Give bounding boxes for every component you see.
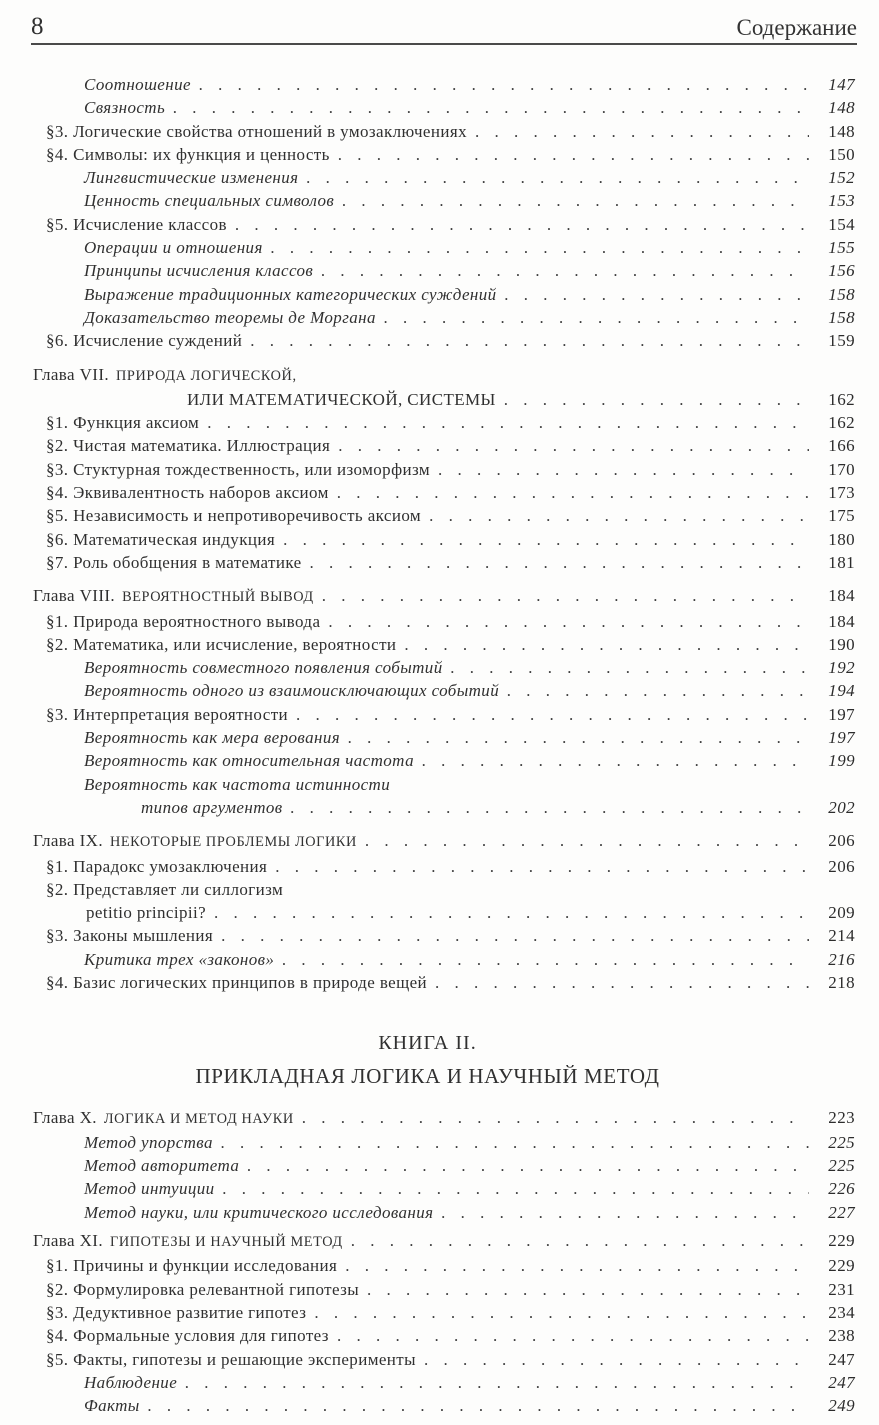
toc-entry-page-number: 194 bbox=[828, 681, 855, 701]
toc-entry-page-number: 170 bbox=[828, 459, 855, 479]
dot-leader bbox=[214, 901, 809, 924]
toc-entry-label: типов аргументов bbox=[141, 797, 283, 817]
toc-entry-page-number: 202 bbox=[828, 797, 855, 817]
dot-leader bbox=[173, 96, 809, 119]
toc-entry bbox=[0, 306, 855, 329]
toc-entry-page-number: 184 bbox=[828, 586, 855, 606]
toc-entry-page-number: 216 bbox=[828, 949, 855, 969]
chapter-title: ЛОГИКА И МЕТОД НАУКИ bbox=[103, 1110, 294, 1127]
toc-entry-page-number: 173 bbox=[828, 483, 855, 503]
toc-entry bbox=[0, 901, 855, 924]
dot-leader bbox=[185, 1371, 809, 1394]
dot-leader bbox=[322, 584, 809, 607]
toc-entry bbox=[0, 411, 855, 434]
toc-entry-label: §3. Дедуктивное развитие гипотез bbox=[46, 1302, 307, 1322]
toc-entry-label: §1. Причины и функции исследования bbox=[46, 1256, 338, 1276]
dot-leader bbox=[338, 143, 809, 166]
toc-entry bbox=[0, 726, 855, 749]
toc-entry-page-number: 147 bbox=[828, 75, 855, 94]
chapter-prefix: Глава XI. bbox=[33, 1231, 103, 1251]
dot-leader bbox=[148, 1394, 809, 1417]
toc-entry bbox=[0, 878, 855, 901]
toc-entry bbox=[0, 388, 855, 411]
dot-leader bbox=[342, 189, 809, 212]
toc-entry-label: §5. Факты, гипотезы и решающие эксперименты bbox=[46, 1349, 416, 1369]
toc-entry bbox=[0, 948, 855, 971]
toc-entry bbox=[0, 1254, 855, 1277]
dot-leader bbox=[438, 458, 809, 481]
toc-entry-page-number: 229 bbox=[828, 1231, 855, 1251]
dot-leader bbox=[424, 1348, 809, 1371]
toc-entry-label: §1. Природа вероятностного вывода bbox=[46, 611, 321, 631]
toc-entry bbox=[0, 189, 855, 212]
chapter-title: ВЕРОЯТНОСТНЫЙ ВЫВОД bbox=[122, 589, 314, 606]
toc-entry-page-number: 249 bbox=[828, 1396, 855, 1416]
toc-entry bbox=[0, 329, 855, 352]
toc-entry-page-number: 180 bbox=[828, 529, 855, 549]
dot-leader bbox=[302, 1106, 809, 1129]
toc-entry-page-number: 166 bbox=[828, 436, 855, 456]
toc-entry bbox=[0, 703, 855, 726]
toc-entry-label: Вероятность как мера верования bbox=[84, 728, 341, 748]
toc-entry-page-number: 148 bbox=[828, 121, 855, 141]
toc-entry bbox=[0, 458, 855, 481]
toc-entry-page-number: 192 bbox=[828, 658, 855, 678]
dot-leader bbox=[367, 1278, 809, 1301]
dot-leader bbox=[505, 283, 809, 306]
toc-entry-page-number: 197 bbox=[828, 704, 855, 724]
toc-entry-page-number: 229 bbox=[828, 1256, 855, 1276]
toc-entry bbox=[0, 1177, 855, 1200]
toc-entry-page-number: 227 bbox=[828, 1202, 855, 1222]
toc-entry-label: Метод интуиции bbox=[84, 1179, 215, 1199]
toc-entry-page-number: 153 bbox=[828, 191, 855, 211]
toc-entry-label: §2. Математика, или исчисление, вероятности bbox=[46, 634, 397, 654]
toc-entry bbox=[0, 1324, 855, 1347]
toc-entry-label: petitio principii? bbox=[86, 903, 207, 923]
toc-entry-label: ИЛИ МАТЕМАТИЧЕСКОЙ, СИСТЕМЫ bbox=[187, 389, 496, 409]
toc-entry-label bbox=[33, 1229, 343, 1254]
toc-entry bbox=[0, 584, 855, 609]
toc-entry-page-number: 226 bbox=[828, 1179, 855, 1199]
dot-leader bbox=[422, 749, 809, 772]
book-heading bbox=[0, 1030, 855, 1090]
toc-entry-label: Операции и отношения bbox=[84, 238, 263, 258]
toc-entry-label: §3. Законы мышления bbox=[46, 926, 214, 946]
toc-entry-page-number: 223 bbox=[828, 1107, 855, 1127]
toc-entry-page-number: 218 bbox=[828, 972, 855, 992]
dot-leader bbox=[351, 1229, 809, 1252]
toc-entry bbox=[0, 796, 855, 819]
toc-entry-label: §5. Независимость и непротиворечивость аксиом bbox=[46, 506, 422, 526]
dot-leader bbox=[207, 411, 809, 434]
page-number: 8 bbox=[31, 13, 44, 40]
toc-entry-label: Принципы исчисления классов bbox=[84, 261, 314, 281]
dot-leader bbox=[404, 633, 809, 656]
toc-entry bbox=[0, 749, 855, 772]
toc-entry-page-number: 148 bbox=[828, 98, 855, 118]
table-of-contents bbox=[0, 73, 879, 1417]
book-heading-line2: ПРИКЛАДНАЯ ЛОГИКА И НАУЧНЫЙ МЕТОД bbox=[195, 1064, 660, 1089]
toc-entry-label bbox=[33, 829, 357, 854]
toc-entry bbox=[0, 656, 855, 679]
toc-entry bbox=[0, 528, 855, 551]
chapter-title: ГИПОТЕЗЫ И НАУЧНЫЙ МЕТОД bbox=[109, 1234, 343, 1251]
dot-leader bbox=[283, 528, 809, 551]
page-header bbox=[31, 14, 857, 45]
dot-leader bbox=[310, 551, 809, 574]
dot-leader bbox=[435, 971, 809, 994]
toc-entry-page-number: 247 bbox=[828, 1372, 855, 1392]
toc-entry bbox=[0, 1394, 855, 1417]
toc-entry-label: §7. Роль обобщения в математике bbox=[46, 552, 302, 572]
toc-entry bbox=[0, 1131, 855, 1154]
toc-entry bbox=[0, 1371, 855, 1394]
dot-leader bbox=[235, 213, 809, 236]
toc-entry-page-number: 206 bbox=[828, 831, 855, 851]
toc-entry-label: §5. Исчисление классов bbox=[46, 214, 227, 234]
toc-entry-label: Факты bbox=[84, 1396, 140, 1416]
toc-entry-page-number: 150 bbox=[828, 144, 855, 164]
toc-entry-label: §4. Формальные условия для гипотез bbox=[46, 1326, 329, 1346]
toc-entry-page-number: 197 bbox=[828, 728, 855, 748]
toc-entry-label: §1. Функция аксиом bbox=[46, 413, 200, 433]
toc-entry-label: §2. Формулировка релевантной гипотезы bbox=[46, 1279, 360, 1299]
toc-entry-page-number: 206 bbox=[828, 856, 855, 876]
toc-entry bbox=[0, 434, 855, 457]
toc-entry bbox=[0, 1106, 855, 1131]
toc-entry bbox=[0, 143, 855, 166]
toc-entry bbox=[0, 924, 855, 947]
toc-entry-label bbox=[33, 584, 314, 609]
toc-entry-page-number: 152 bbox=[828, 168, 855, 188]
chapter-prefix: Глава VII. bbox=[33, 364, 110, 384]
toc-entry-page-number: 184 bbox=[828, 611, 855, 631]
dot-leader bbox=[328, 610, 809, 633]
toc-entry-page-number: 158 bbox=[828, 307, 855, 327]
toc-entry-label: §3. Интерпретация вероятности bbox=[46, 704, 289, 724]
toc-entry-page-number: 158 bbox=[828, 284, 855, 304]
toc-entry-label: Критика трех «законов» bbox=[84, 949, 275, 969]
toc-entry-label bbox=[33, 363, 297, 388]
toc-entry-page-number: 155 bbox=[828, 238, 855, 258]
toc-entry-page-number: 214 bbox=[828, 926, 855, 946]
toc-entry bbox=[0, 73, 855, 96]
toc-entry-page-number: 154 bbox=[828, 214, 855, 234]
toc-entry-label: Метод авторитета bbox=[84, 1156, 240, 1176]
dot-leader bbox=[345, 1254, 809, 1277]
toc-entry-label: §2. Представляет ли силлогизм bbox=[46, 879, 284, 899]
toc-entry-label: Соотношение bbox=[84, 75, 191, 94]
book-heading-line1: КНИГА II. bbox=[378, 1032, 477, 1055]
toc-entry-label: Вероятность одного из взаимоисключающих событий bbox=[84, 681, 500, 701]
dot-leader bbox=[504, 388, 809, 411]
dot-leader bbox=[199, 73, 809, 96]
dot-leader bbox=[384, 306, 809, 329]
chapter-prefix: Глава VIII. bbox=[33, 586, 116, 606]
toc-entry-label: Выражение традиционных категорических суждений bbox=[84, 284, 497, 304]
toc-entry-label: §3. Стуктурная тождественность, или изоморфизм bbox=[46, 459, 431, 479]
toc-entry bbox=[0, 1301, 855, 1324]
dot-leader bbox=[275, 855, 809, 878]
toc-entry-page-number: 247 bbox=[828, 1349, 855, 1369]
toc-entry bbox=[0, 855, 855, 878]
dot-leader bbox=[348, 726, 809, 749]
toc-entry bbox=[0, 481, 855, 504]
toc-entry-page-number: 238 bbox=[828, 1326, 855, 1346]
toc-entry-label bbox=[33, 1106, 294, 1131]
dot-leader bbox=[338, 434, 809, 457]
dot-leader bbox=[282, 948, 809, 971]
dot-leader bbox=[247, 1154, 809, 1177]
toc-entry-page-number: 199 bbox=[828, 751, 855, 771]
toc-entry-page-number: 159 bbox=[828, 331, 855, 351]
toc-entry bbox=[0, 96, 855, 119]
dot-leader bbox=[306, 166, 809, 189]
toc-entry bbox=[0, 971, 855, 994]
toc-entry-label: Вероятность как частота истинности bbox=[84, 774, 391, 794]
toc-entry bbox=[0, 259, 855, 282]
toc-entry-page-number: 234 bbox=[828, 1302, 855, 1322]
toc-entry bbox=[0, 633, 855, 656]
toc-entry-page-number: 190 bbox=[828, 634, 855, 654]
toc-entry bbox=[0, 504, 855, 527]
toc-entry bbox=[0, 1154, 855, 1177]
dot-leader bbox=[507, 679, 809, 702]
toc-entry bbox=[0, 1229, 855, 1254]
toc-entry-label: Лингвистические изменения bbox=[84, 168, 299, 188]
toc-entry-label: §4. Эквивалентность наборов аксиом bbox=[46, 483, 329, 503]
toc-entry bbox=[0, 1348, 855, 1371]
toc-entry-label: Наблюдение bbox=[84, 1372, 178, 1392]
toc-entry-label: §3. Логические свойства отношений в умозаключениях bbox=[46, 121, 467, 141]
dot-leader bbox=[429, 504, 809, 527]
toc-entry bbox=[0, 363, 855, 388]
chapter-prefix: Глава IX. bbox=[33, 831, 103, 851]
toc-entry-label: Метод науки, или критического исследования bbox=[84, 1202, 434, 1222]
toc-entry-label: Связность bbox=[84, 98, 166, 118]
toc-entry-label: §2. Чистая математика. Иллюстрация bbox=[46, 436, 331, 456]
toc-entry bbox=[0, 283, 855, 306]
dot-leader bbox=[337, 1324, 809, 1347]
dot-leader bbox=[451, 656, 809, 679]
dot-leader bbox=[271, 236, 809, 259]
dot-leader bbox=[250, 329, 809, 352]
toc-entry bbox=[0, 679, 855, 702]
dot-leader bbox=[337, 481, 809, 504]
chapter-title: НЕКОТОРЫЕ ПРОБЛЕМЫ ЛОГИКИ bbox=[109, 834, 357, 851]
toc-entry-label: Ценность специальных символов bbox=[84, 191, 335, 211]
toc-entry-label: Вероятность совместного появления событий bbox=[84, 658, 443, 678]
dot-leader bbox=[221, 1131, 809, 1154]
dot-leader bbox=[291, 796, 809, 819]
toc-entry-label: §1. Парадокс умозаключения bbox=[46, 856, 268, 876]
toc-entry-label: §4. Базис логических принципов в природе вещей bbox=[46, 972, 428, 992]
toc-entry-label: §4. Символы: их функция и ценность bbox=[46, 144, 330, 164]
dot-leader bbox=[475, 120, 809, 143]
toc-entry-label: Метод упорства bbox=[84, 1132, 213, 1152]
toc-entry-page-number: 181 bbox=[828, 552, 855, 572]
toc-entry-page-number: 162 bbox=[828, 413, 855, 433]
toc-entry bbox=[0, 213, 855, 236]
toc-entry-page-number: 231 bbox=[828, 1279, 855, 1299]
toc-entry bbox=[0, 551, 855, 574]
toc-entry bbox=[0, 1201, 855, 1224]
toc-entry-page-number: 156 bbox=[828, 261, 855, 281]
toc-entry bbox=[0, 120, 855, 143]
toc-entry-page-number: 209 bbox=[828, 903, 855, 923]
toc-entry bbox=[0, 1278, 855, 1301]
toc-entry-label: §6. Исчисление суждений bbox=[46, 331, 243, 351]
dot-leader bbox=[223, 1177, 809, 1200]
toc-entry bbox=[0, 166, 855, 189]
toc-entry bbox=[0, 610, 855, 633]
toc-entry-label: Вероятность как относительная частота bbox=[84, 751, 414, 771]
toc-entry-label: §6. Математическая индукция bbox=[46, 529, 276, 549]
toc-entry bbox=[0, 773, 855, 796]
toc-entry-page-number: 162 bbox=[828, 389, 855, 409]
dot-leader bbox=[321, 259, 809, 282]
toc-entry bbox=[0, 236, 855, 259]
dot-leader bbox=[221, 924, 809, 947]
toc-entry-label: Доказательство теоремы де Моргана bbox=[84, 307, 376, 327]
dot-leader bbox=[365, 829, 809, 852]
chapter-title: ПРИРОДА ЛОГИЧЕСКОЙ, bbox=[116, 367, 297, 384]
toc-entry-page-number: 175 bbox=[828, 506, 855, 526]
dot-leader bbox=[441, 1201, 809, 1224]
toc-entry bbox=[0, 829, 855, 854]
toc-entry-page-number: 225 bbox=[828, 1132, 855, 1152]
dot-leader bbox=[296, 703, 809, 726]
running-title: Содержание bbox=[736, 15, 857, 40]
toc-entry-page-number: 225 bbox=[828, 1156, 855, 1176]
chapter-prefix: Глава X. bbox=[33, 1107, 97, 1127]
dot-leader bbox=[314, 1301, 809, 1324]
